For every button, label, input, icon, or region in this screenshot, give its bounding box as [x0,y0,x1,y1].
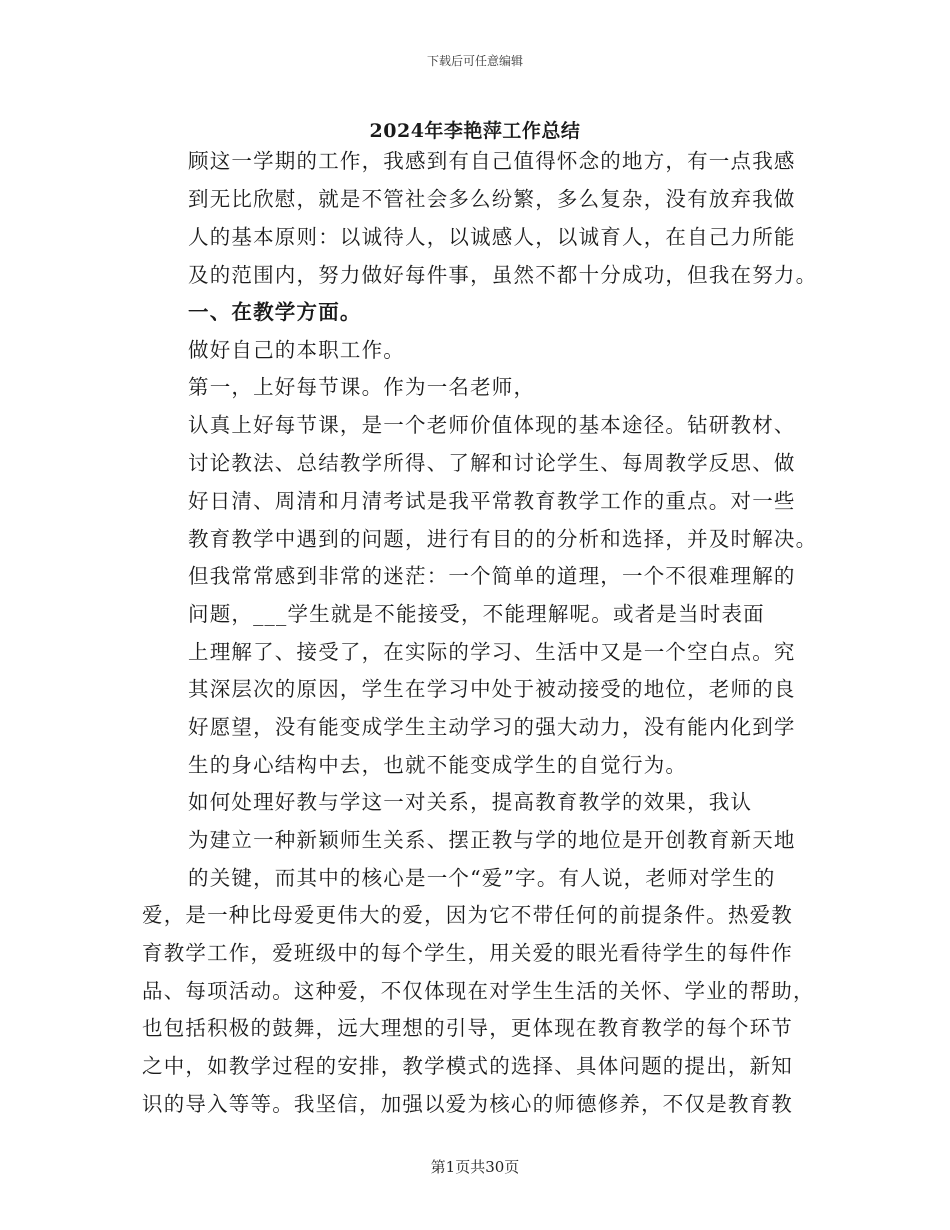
paragraph-line: 上理解了、接受了，在实际的学习、生活中又是一个空白点。究 [188,640,796,664]
paragraph-line: 识的导入等等。我坚信，加强以爱为核心的师德修养，不仅是教育教 [142,1092,793,1116]
paragraph-line: 第一，上好每节课。作为一名老师， [188,375,536,399]
paragraph-line: 但我常常感到非常的迷茫：一个简单的道理，一个不很难理解的 [188,564,796,588]
paragraph-line: 做好自己的本职工作。 [188,338,405,362]
paragraph-line: 其深层次的原因，学生在学习中处于被动接受的地位，老师的良 [188,677,796,701]
page-footer: 第1页共30页 [430,1158,520,1176]
paragraph-line: 如何处理好教与学这一对关系，提高教育教学的效果，我认 [188,790,753,814]
paragraph-line: 为建立一种新颖师生关系、摆正教与学的地位是开创教育新天地 [188,828,796,852]
paragraph-line: 问题，___学生就是不能接受，不能理解呢。或者是当时表面 [188,602,765,626]
paragraph-line: 教育教学中遇到的问题，进行有目的的分析和选择，并及时解决。 [188,527,818,551]
document-title: 2024年李艳萍工作总结 [369,120,581,142]
section-heading: 一、在教学方面。 [188,300,362,324]
paragraph-line: 顾这一学期的工作，我感到有自己值得怀念的地方，有一点我感 [188,149,796,173]
paragraph-line: 育教学工作，爱班级中的每个学生，用关爱的眼光看待学生的每件作 [142,941,793,965]
paragraph-line: 认真上好每节课，是一个老师价值体现的基本途径。钻研教材、 [188,413,796,437]
paragraph-line: 好愿望，没有能变成学生主动学习的强大动力，没有能内化到学 [188,715,796,739]
paragraph-line: 也包括积极的鼓舞，远大理想的引导，更体现在教育教学的每个环节 [142,1016,793,1040]
paragraph-line: 生的身心结构中去，也就不能变成学生的自觉行为。 [188,753,688,777]
header-note: 下载后可任意编辑 [426,54,523,68]
paragraph-line: 到无比欣慰，就是不管社会多么纷繁，多么复杂，没有放弃我做 [188,187,796,211]
paragraph-line: 的关键，而其中的核心是一个“爱”字。有人说，老师对学生的 [188,866,776,890]
paragraph-line: 好日清、周清和月清考试是我平常教育教学工作的重点。对一些 [188,489,796,513]
paragraph-line: 讨论教法、总结教学所得、了解和讨论学生、每周教学反思、做 [188,451,796,475]
paragraph-line: 品、每项活动。这种爱，不仅体现在对学生生活的关怀、学业的帮助， [142,979,815,1003]
paragraph-line: 爱，是一种比母爱更伟大的爱，因为它不带任何的前提条件。热爱教 [142,903,793,927]
paragraph-line: 之中，如教学过程的安排，教学模式的选择、具体问题的提出，新知 [142,1054,793,1078]
paragraph-line: 及的范围内，努力做好每件事，虽然不都十分成功，但我在努力。 [188,263,818,287]
paragraph-line: 人的基本原则：以诚待人，以诚感人，以诚育人，在自己力所能 [188,225,796,249]
